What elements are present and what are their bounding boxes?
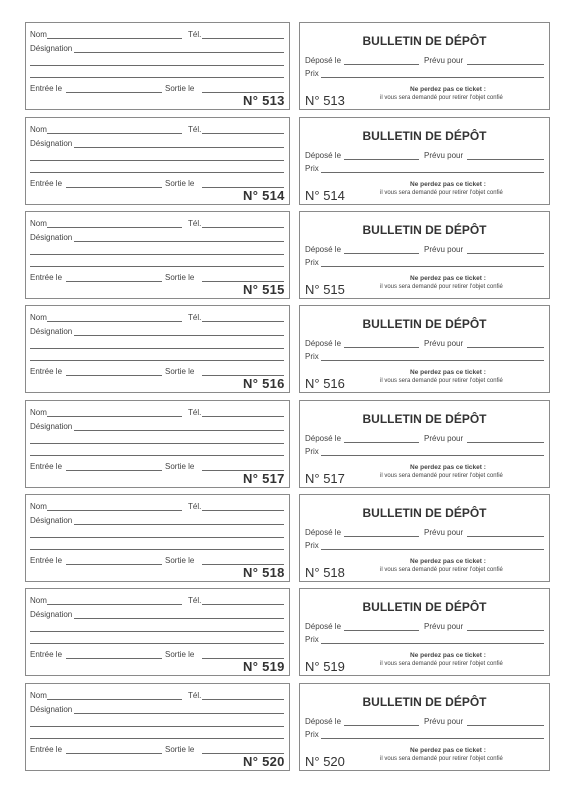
deposit-ticket (299, 400, 550, 488)
ticket-row (0, 683, 566, 771)
designation-line-3[interactable] (30, 549, 284, 550)
prevu-line[interactable] (467, 442, 544, 443)
designation-line-2[interactable] (30, 726, 284, 727)
prix-label: Prix (305, 635, 319, 644)
ticket-title: BULLETIN DE DÉPÔT (362, 506, 487, 520)
depose-line[interactable] (344, 347, 419, 348)
warning-sub: il vous sera demandé pour retirer l'objet confié (380, 567, 503, 573)
depose-label: Déposé le (305, 434, 342, 443)
entree-label: Entrée le (30, 462, 63, 471)
designation-line[interactable] (74, 430, 284, 431)
prix-label: Prix (305, 69, 319, 78)
depose-label: Déposé le (305, 151, 342, 160)
warning-bold: Ne perdez pas ce ticket : (410, 652, 486, 659)
ticket-title: BULLETIN DE DÉPÔT (362, 317, 487, 331)
nom-label: Nom (30, 219, 47, 228)
nom-label: Nom (30, 313, 47, 322)
prevu-label: Prévu pour (424, 622, 464, 631)
deposit-ticket (299, 117, 550, 205)
depose-label: Déposé le (305, 56, 342, 65)
designation-line[interactable] (74, 524, 284, 525)
ticket-number: N° 515 (305, 282, 345, 297)
prix-line[interactable] (321, 738, 544, 739)
depose-label: Déposé le (305, 717, 342, 726)
ticket-number: N° 519 (305, 659, 345, 674)
warning-sub: il vous sera demandé pour retirer l'objet confié (380, 473, 503, 479)
tel-line[interactable] (202, 321, 284, 322)
entree-line[interactable] (66, 187, 162, 188)
ticket-title: BULLETIN DE DÉPÔT (362, 34, 487, 48)
designation-line-3[interactable] (30, 455, 284, 456)
designation-line-3[interactable] (30, 77, 284, 78)
depose-line[interactable] (344, 159, 419, 160)
tel-line[interactable] (202, 416, 284, 417)
nom-line[interactable] (47, 699, 182, 700)
tel-line[interactable] (202, 604, 284, 605)
designation-line-3[interactable] (30, 643, 284, 644)
sortie-label: Sortie le (165, 179, 195, 188)
entree-label: Entrée le (30, 745, 63, 754)
prevu-line[interactable] (467, 253, 544, 254)
tel-line[interactable] (202, 510, 284, 511)
designation-line[interactable] (74, 713, 284, 714)
entree-line[interactable] (66, 375, 162, 376)
prevu-label: Prévu pour (424, 434, 464, 443)
nom-label: Nom (30, 691, 47, 700)
designation-line-2[interactable] (30, 160, 284, 161)
entree-label: Entrée le (30, 367, 63, 376)
ticket-title: BULLETIN DE DÉPÔT (362, 695, 487, 709)
prevu-line[interactable] (467, 64, 544, 65)
stub-number: N° 520 (243, 754, 285, 769)
tel-line[interactable] (202, 227, 284, 228)
depose-label: Déposé le (305, 339, 342, 348)
warning-sub: il vous sera demandé pour retirer l'objet confié (380, 190, 503, 196)
depose-line[interactable] (344, 253, 419, 254)
designation-line-2[interactable] (30, 65, 284, 66)
ticket-number: N° 513 (305, 93, 345, 108)
prix-label: Prix (305, 164, 319, 173)
stub-number: N° 518 (243, 565, 285, 580)
warning-bold: Ne perdez pas ce ticket : (410, 464, 486, 471)
deposit-ticket (299, 683, 550, 771)
prix-label: Prix (305, 352, 319, 361)
designation-label: Désignation (30, 327, 73, 336)
tel-label: Tél. (188, 125, 202, 134)
warning-bold: Ne perdez pas ce ticket : (410, 181, 486, 188)
designation-line-2[interactable] (30, 254, 284, 255)
stub-counterfoil (25, 588, 290, 676)
warning-sub: il vous sera demandé pour retirer l'objet confié (380, 756, 503, 762)
stub-counterfoil (25, 211, 290, 299)
warning-bold: Ne perdez pas ce ticket : (410, 369, 486, 376)
ticket-row (0, 117, 566, 205)
tel-label: Tél. (188, 408, 202, 417)
ticket-row (0, 494, 566, 582)
stub-number: N° 514 (243, 188, 285, 203)
ticket-row (0, 588, 566, 676)
prevu-label: Prévu pour (424, 245, 464, 254)
designation-label: Désignation (30, 610, 73, 619)
ticket-row (0, 22, 566, 110)
deposit-ticket (299, 494, 550, 582)
nom-line[interactable] (47, 510, 182, 511)
stub-number: N° 516 (243, 376, 285, 391)
ticket-number: N° 518 (305, 565, 345, 580)
designation-line-3[interactable] (30, 172, 284, 173)
designation-line[interactable] (74, 52, 284, 53)
prevu-label: Prévu pour (424, 528, 464, 537)
nom-label: Nom (30, 596, 47, 605)
nom-line[interactable] (47, 227, 182, 228)
designation-line-2[interactable] (30, 348, 284, 349)
warning-sub: il vous sera demandé pour retirer l'objet confié (380, 378, 503, 384)
sortie-label: Sortie le (165, 462, 195, 471)
designation-line-3[interactable] (30, 266, 284, 267)
depose-line[interactable] (344, 64, 419, 65)
prix-line[interactable] (321, 172, 544, 173)
prix-line[interactable] (321, 360, 544, 361)
ticket-title: BULLETIN DE DÉPÔT (362, 223, 487, 237)
designation-line-3[interactable] (30, 738, 284, 739)
designation-label: Désignation (30, 516, 73, 525)
entree-line[interactable] (66, 564, 162, 565)
designation-label: Désignation (30, 705, 73, 714)
stub-counterfoil (25, 117, 290, 205)
depose-label: Déposé le (305, 528, 342, 537)
stub-number: N° 517 (243, 471, 285, 486)
ticket-title: BULLETIN DE DÉPÔT (362, 600, 487, 614)
warning-bold: Ne perdez pas ce ticket : (410, 558, 486, 565)
entree-line[interactable] (66, 92, 162, 93)
entree-line[interactable] (66, 281, 162, 282)
ticket-row (0, 400, 566, 488)
depose-label: Déposé le (305, 622, 342, 631)
prevu-line[interactable] (467, 725, 544, 726)
depose-line[interactable] (344, 442, 419, 443)
nom-line[interactable] (47, 133, 182, 134)
stub-number: N° 515 (243, 282, 285, 297)
stub-counterfoil (25, 494, 290, 582)
sortie-label: Sortie le (165, 556, 195, 565)
stub-number: N° 519 (243, 659, 285, 674)
depose-line[interactable] (344, 536, 419, 537)
stub-counterfoil (25, 22, 290, 110)
ticket-number: N° 520 (305, 754, 345, 769)
depose-label: Déposé le (305, 245, 342, 254)
prix-line[interactable] (321, 549, 544, 550)
prevu-label: Prévu pour (424, 339, 464, 348)
nom-line[interactable] (47, 321, 182, 322)
prix-label: Prix (305, 258, 319, 267)
tel-label: Tél. (188, 219, 202, 228)
warning-sub: il vous sera demandé pour retirer l'objet confié (380, 284, 503, 290)
ticket-number: N° 517 (305, 471, 345, 486)
designation-label: Désignation (30, 233, 73, 242)
designation-line[interactable] (74, 241, 284, 242)
deposit-ticket (299, 22, 550, 110)
designation-label: Désignation (30, 139, 73, 148)
tel-label: Tél. (188, 691, 202, 700)
entree-label: Entrée le (30, 179, 63, 188)
prix-label: Prix (305, 447, 319, 456)
designation-line-2[interactable] (30, 443, 284, 444)
entree-line[interactable] (66, 658, 162, 659)
ticket-row (0, 211, 566, 299)
tel-label: Tél. (188, 502, 202, 511)
stub-counterfoil (25, 400, 290, 488)
sortie-label: Sortie le (165, 745, 195, 754)
warning-sub: il vous sera demandé pour retirer l'objet confié (380, 661, 503, 667)
sortie-label: Sortie le (165, 84, 195, 93)
ticket-number: N° 514 (305, 188, 345, 203)
designation-line-2[interactable] (30, 631, 284, 632)
entree-line[interactable] (66, 753, 162, 754)
nom-line[interactable] (47, 604, 182, 605)
prix-label: Prix (305, 541, 319, 550)
nom-label: Nom (30, 125, 47, 134)
tel-line[interactable] (202, 38, 284, 39)
prevu-label: Prévu pour (424, 717, 464, 726)
warning-sub: il vous sera demandé pour retirer l'objet confié (380, 95, 503, 101)
entree-line[interactable] (66, 470, 162, 471)
nom-line[interactable] (47, 416, 182, 417)
entree-label: Entrée le (30, 650, 63, 659)
deposit-ticket (299, 305, 550, 393)
stub-counterfoil (25, 305, 290, 393)
tel-label: Tél. (188, 30, 202, 39)
prix-label: Prix (305, 730, 319, 739)
designation-line-3[interactable] (30, 360, 284, 361)
depose-line[interactable] (344, 630, 419, 631)
prevu-line[interactable] (467, 630, 544, 631)
prix-line[interactable] (321, 266, 544, 267)
prevu-line[interactable] (467, 347, 544, 348)
tel-line[interactable] (202, 133, 284, 134)
stub-number: N° 513 (243, 93, 285, 108)
prevu-line[interactable] (467, 536, 544, 537)
ticket-number: N° 516 (305, 376, 345, 391)
nom-label: Nom (30, 502, 47, 511)
entree-label: Entrée le (30, 556, 63, 565)
prix-line[interactable] (321, 455, 544, 456)
tel-label: Tél. (188, 596, 202, 605)
warning-bold: Ne perdez pas ce ticket : (410, 275, 486, 282)
deposit-ticket (299, 211, 550, 299)
designation-label: Désignation (30, 422, 73, 431)
designation-line[interactable] (74, 618, 284, 619)
ticket-row (0, 305, 566, 393)
ticket-title: BULLETIN DE DÉPÔT (362, 412, 487, 426)
designation-line-2[interactable] (30, 537, 284, 538)
warning-bold: Ne perdez pas ce ticket : (410, 747, 486, 754)
stub-counterfoil (25, 683, 290, 771)
designation-label: Désignation (30, 44, 73, 53)
depose-line[interactable] (344, 725, 419, 726)
prevu-line[interactable] (467, 159, 544, 160)
ticket-title: BULLETIN DE DÉPÔT (362, 129, 487, 143)
sortie-label: Sortie le (165, 273, 195, 282)
tel-label: Tél. (188, 313, 202, 322)
prix-line[interactable] (321, 77, 544, 78)
designation-line[interactable] (74, 335, 284, 336)
entree-label: Entrée le (30, 273, 63, 282)
warning-bold: Ne perdez pas ce ticket : (410, 86, 486, 93)
tel-line[interactable] (202, 699, 284, 700)
deposit-ticket (299, 588, 550, 676)
entree-label: Entrée le (30, 84, 63, 93)
nom-label: Nom (30, 30, 47, 39)
nom-line[interactable] (47, 38, 182, 39)
prevu-label: Prévu pour (424, 56, 464, 65)
sortie-label: Sortie le (165, 367, 195, 376)
nom-label: Nom (30, 408, 47, 417)
prix-line[interactable] (321, 643, 544, 644)
sortie-label: Sortie le (165, 650, 195, 659)
prevu-label: Prévu pour (424, 151, 464, 160)
designation-line[interactable] (74, 147, 284, 148)
